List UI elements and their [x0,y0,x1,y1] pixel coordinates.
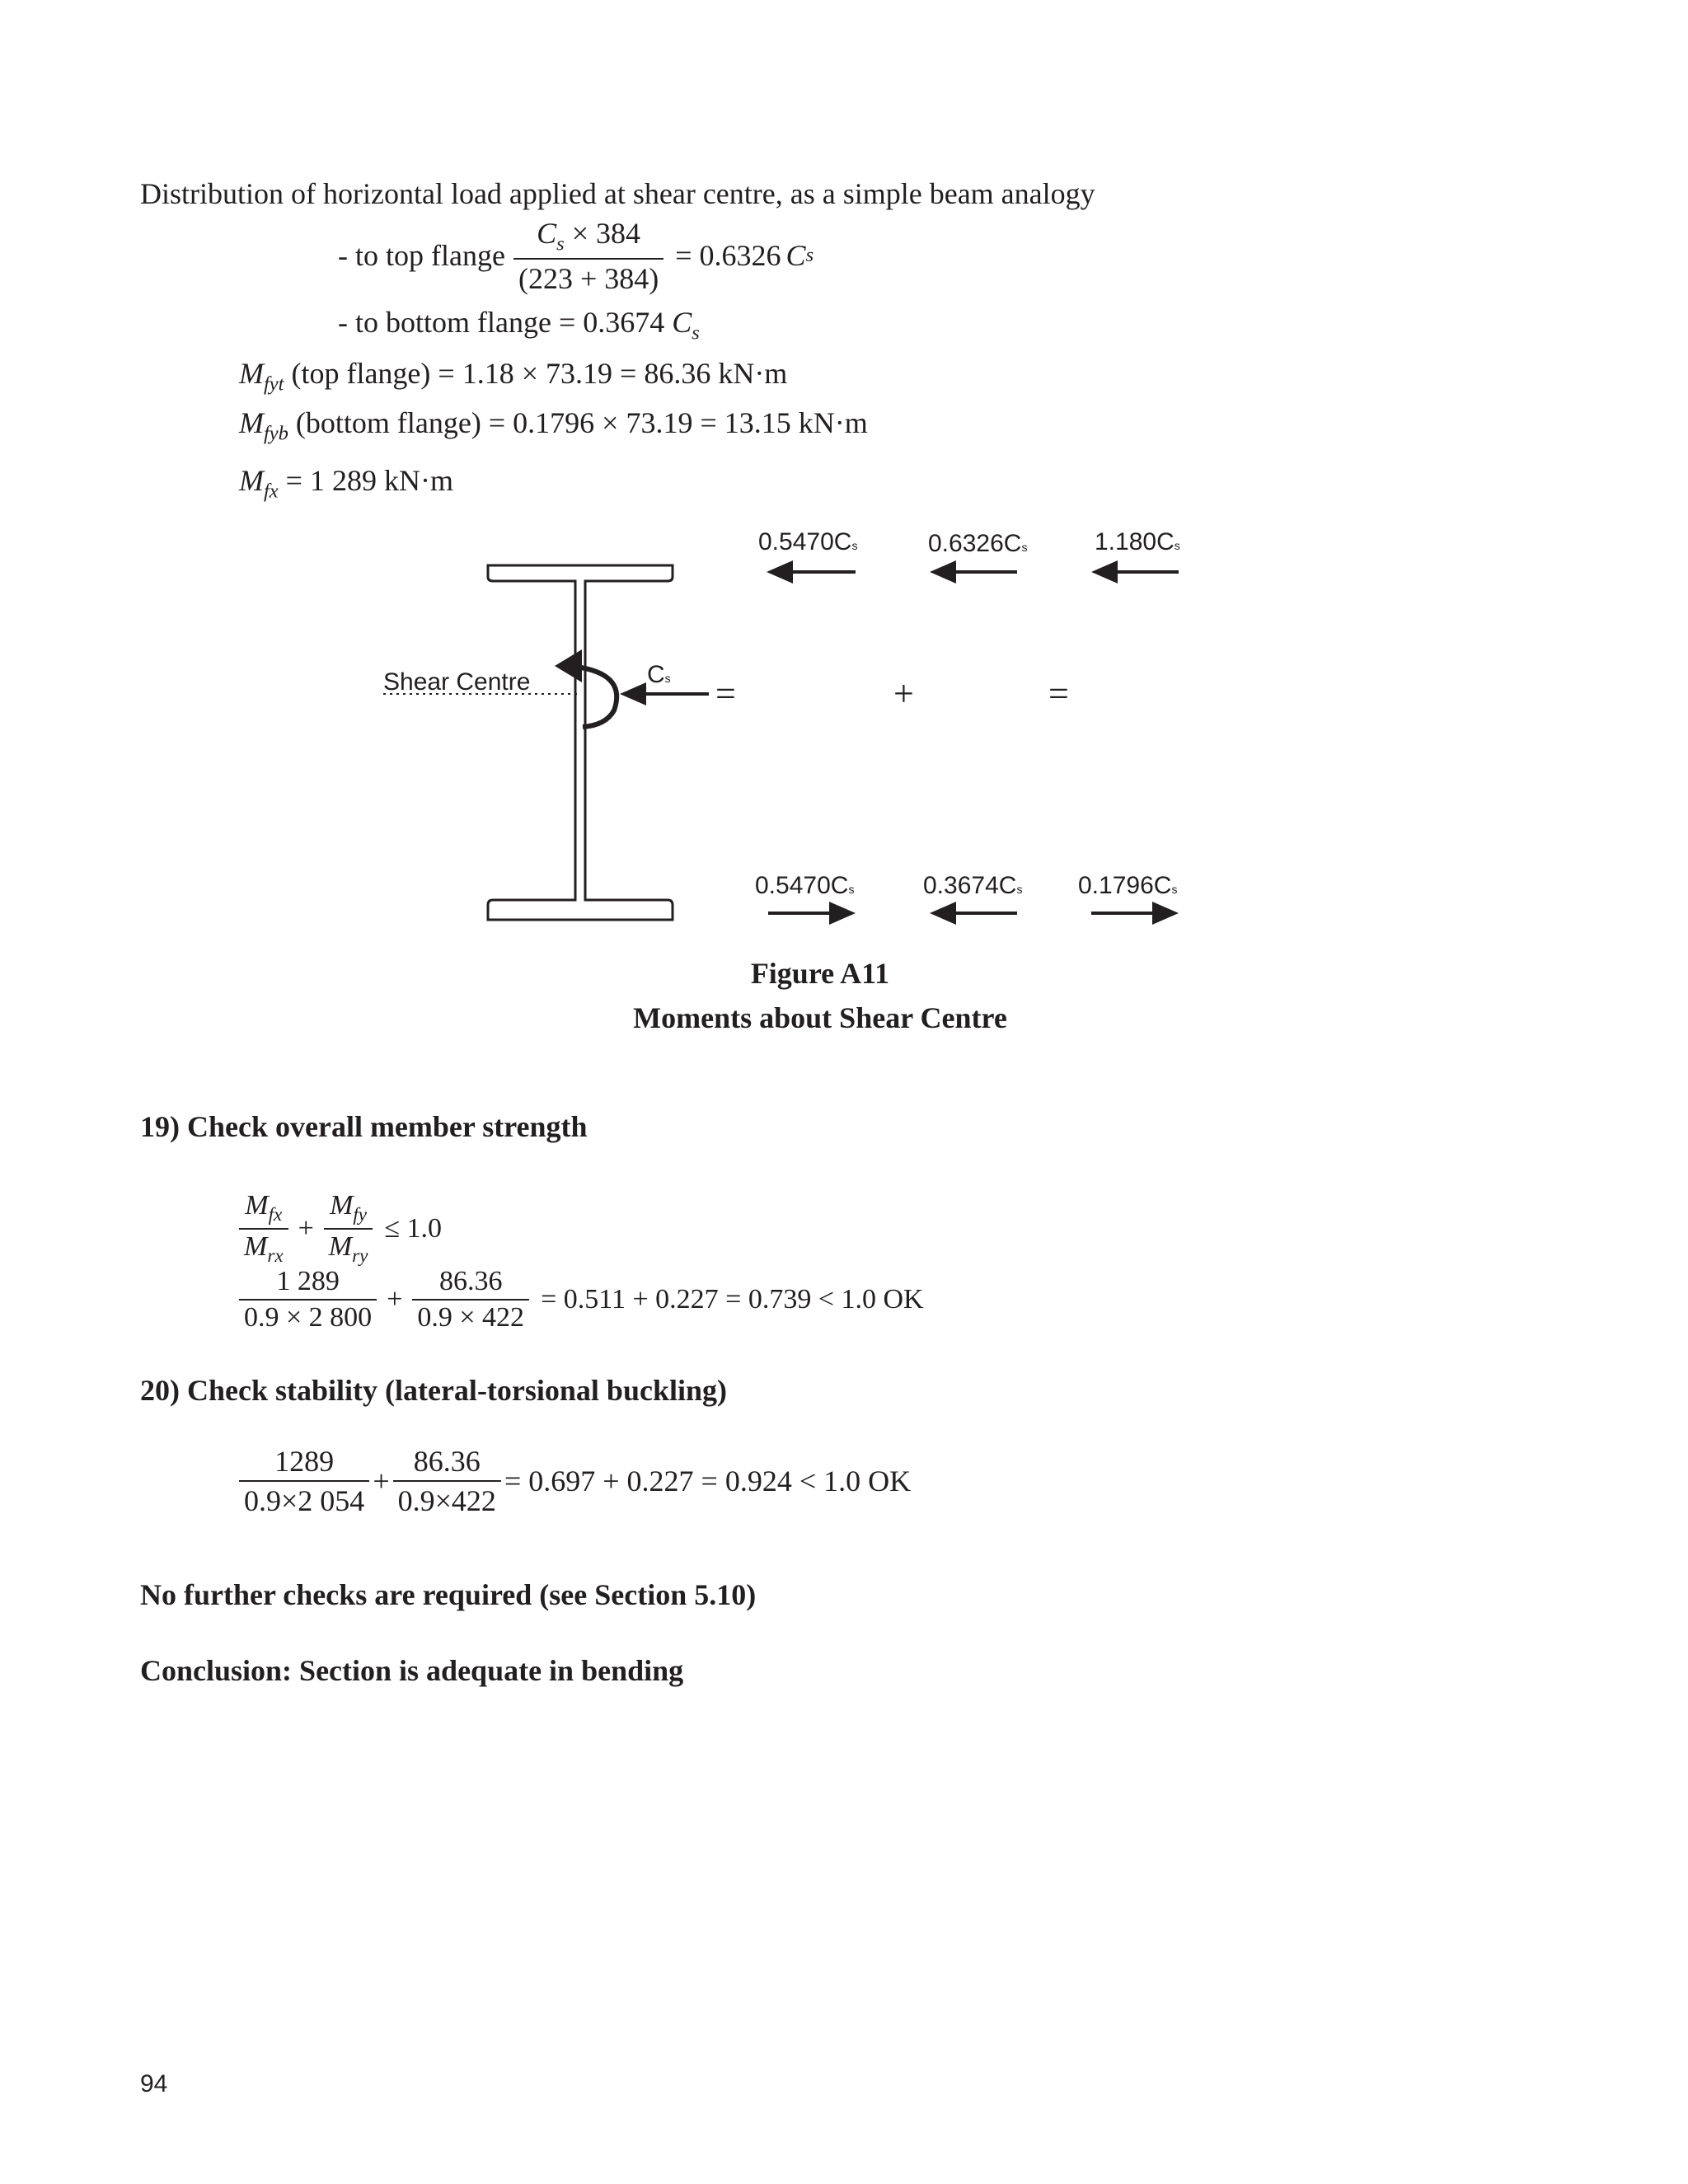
cs-arrowhead [620,682,646,705]
top-label-2: 0.6326Cs [928,530,1028,557]
operator-equals-2: = [1048,673,1069,714]
conclusion: Conclusion: Section is adequate in bending [140,1654,684,1687]
bottom-label-1: 0.5470Cs [755,872,855,899]
i-beam-section [488,565,673,920]
section20-heading: 20) Check stability (lateral-torsional buckling) [140,1374,727,1407]
moment-arc-arrowhead [555,649,582,682]
section20-calculation: $\frac{1289}{0.9\times 2 054}$ + $\frac{86.36}{0.9\times 422}$ = 0.697 + 0.227 = 0.924 < 1.0 OK [239,1444,911,1518]
operator-plus: + [893,673,914,714]
intro-heading: Distribution of horizontal load applied at shear centre, as a simple beam analogy [140,177,1095,210]
top-flange-fraction: $\frac{C_s \times 384}{(223 + 384)}$ [513,216,663,296]
top-flange-equation: - to top flange $\frac{C_s \times 384}{(223 + 384)}$ = 0.6326 C s [338,217,814,295]
top-label-3: 1.180Cs [1095,528,1180,555]
top-label-1: 0.5470Cs [758,528,858,555]
cs-label: Cs [647,661,671,688]
moment-top-flange: $M_{fyt}$ (top flange) = 1.18 × 73.19 = 86.36 kN·m [239,357,788,396]
moment-bottom-flange: $M_{fyb}$ (bottom flange) = 0.1796 × 73.19 = 13.15 kN·m [239,406,868,445]
moment-fx: $M_{fx} = 1$ 289 kN·m [239,464,453,503]
top-flange-label: - to top flange [338,239,505,273]
top-arrows [767,560,1179,583]
bottom-label-2: 0.3674Cs [923,872,1023,899]
figure-caption-number: Figure A11 [750,957,890,990]
bottom-label-3: 0.1796Cs [1078,872,1178,899]
bottom-arrows [768,902,1179,925]
operator-equals-1: = [715,673,736,714]
figure-caption-title: Moments about Shear Centre [633,1001,1007,1034]
page-number: 94 [140,2070,168,2097]
section19-interaction-formula: $\frac{M_{fx}}{M_{rx}}$ + $\frac{M_{fy}}{M_{ry}}$ ≤ 1.0 [239,1190,442,1268]
shear-centre-label: Shear Centre [383,668,531,696]
section19-calculation: $\frac{1 289}{0.9 \times 2 800}$ + $\frac{86.36}{0.9 \times 422}$ = 0.511 + 0.227 = 0.739 < 1.0 OK [239,1266,924,1333]
no-further-checks: No further checks are required (see Section 5.10) [140,1578,757,1611]
bottom-flange-equation: - to bottom flange = 0.3674 $C_s$ [338,306,700,344]
section19-heading: 19) Check overall member strength [140,1110,588,1143]
